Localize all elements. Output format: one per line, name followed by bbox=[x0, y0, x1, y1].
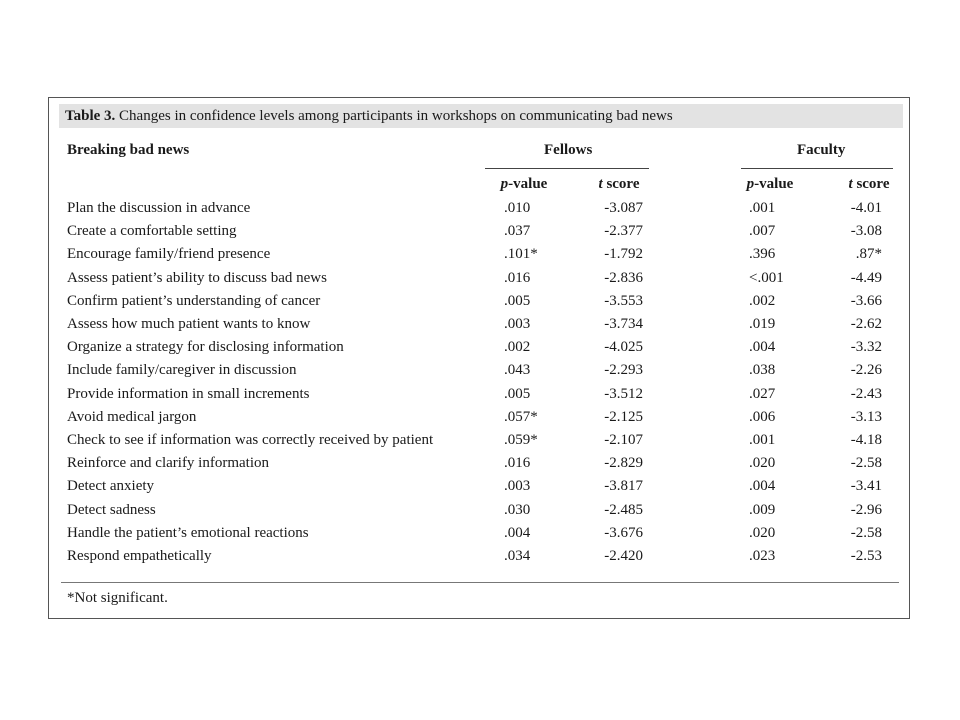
fellows-t-score: -2.829 bbox=[604, 455, 643, 472]
row-label: Plan the discussion in advance bbox=[67, 200, 251, 216]
fellows-t-score: -2.125 bbox=[604, 408, 643, 425]
faculty-p-value: .020 bbox=[749, 524, 776, 541]
fellows-t-score: -3.734 bbox=[604, 316, 643, 332]
group-header-faculty: Faculty bbox=[797, 142, 846, 158]
table-row bbox=[49, 316, 909, 339]
table-row bbox=[49, 548, 909, 571]
table-row bbox=[49, 270, 909, 293]
row-label: Provide information in small increments bbox=[67, 385, 310, 402]
faculty-t-score: -2.43 bbox=[850, 385, 882, 402]
fellows-t-score: -2.293 bbox=[604, 362, 643, 379]
faculty-t-score: -2.96 bbox=[850, 501, 882, 518]
faculty-p-value: .019 bbox=[749, 316, 776, 332]
fellows-t-score: -1.792 bbox=[604, 246, 643, 263]
fellows-t-score: -2.420 bbox=[604, 548, 643, 564]
table-caption bbox=[59, 104, 903, 128]
caption-text: Changes in confidence levels among participants in workshops on communicating bad news bbox=[115, 108, 673, 124]
fellows-t-score: -2.485 bbox=[604, 501, 643, 518]
fellows-t-score: -4.025 bbox=[604, 339, 643, 356]
row-label: Create a comfortable setting bbox=[67, 223, 237, 240]
table-row bbox=[49, 478, 909, 501]
fellows-p-value: .003 bbox=[504, 478, 531, 495]
faculty-t-score: -3.41 bbox=[850, 478, 882, 495]
faculty-t-score: .87* bbox=[855, 246, 882, 263]
table-row bbox=[49, 362, 909, 385]
row-label: Respond empathetically bbox=[67, 548, 212, 564]
caption-label: Table 3. bbox=[65, 108, 116, 124]
bottom-rule bbox=[61, 582, 899, 583]
row-label: Handle the patient’s emotional reactions bbox=[67, 524, 309, 541]
faculty-rule bbox=[741, 168, 893, 169]
faculty-p-value: .001 bbox=[749, 432, 776, 448]
fellows-rule bbox=[485, 168, 649, 169]
table-row bbox=[49, 246, 909, 269]
fellows-p-header: p-value bbox=[500, 176, 548, 192]
table-row bbox=[49, 409, 909, 432]
fellows-p-value: .030 bbox=[504, 501, 531, 518]
table-row bbox=[49, 386, 909, 409]
faculty-p-value: .396 bbox=[749, 246, 776, 263]
row-label: Avoid medical jargon bbox=[67, 408, 197, 425]
row-label: Encourage family/friend presence bbox=[67, 246, 271, 263]
fellows-p-value: .059* bbox=[504, 432, 538, 448]
faculty-t-score: -2.53 bbox=[850, 548, 882, 564]
faculty-t-score: -2.58 bbox=[850, 524, 882, 541]
fellows-t-score: -3.817 bbox=[604, 478, 643, 495]
faculty-t-score: -4.01 bbox=[850, 200, 882, 216]
table-row bbox=[49, 339, 909, 362]
faculty-p-value: .027 bbox=[749, 385, 776, 402]
faculty-t-header: t score bbox=[848, 176, 890, 192]
table-row bbox=[49, 455, 909, 478]
group-header-fellows: Fellows bbox=[544, 142, 593, 158]
fellows-t-score: -3.087 bbox=[604, 200, 643, 216]
fellows-t-score: -3.676 bbox=[604, 524, 643, 541]
fellows-p-value: .003 bbox=[504, 316, 531, 332]
fellows-p-value: .043 bbox=[504, 362, 531, 379]
fellows-p-value: .005 bbox=[504, 292, 531, 309]
row-label: Organize a strategy for disclosing information bbox=[67, 339, 344, 356]
table-row bbox=[49, 223, 909, 246]
fellows-p-value: .005 bbox=[504, 385, 531, 402]
row-label: Detect anxiety bbox=[67, 478, 155, 495]
faculty-t-score: -2.62 bbox=[850, 316, 882, 332]
row-header: Breaking bad news bbox=[67, 142, 190, 158]
faculty-p-value: <.001 bbox=[749, 269, 784, 286]
fellows-p-value: .037 bbox=[504, 223, 531, 240]
row-label: Include family/caregiver in discussion bbox=[67, 362, 297, 379]
fellows-p-value: .016 bbox=[504, 269, 531, 286]
faculty-t-score: -4.18 bbox=[850, 432, 882, 448]
table-row bbox=[49, 293, 909, 316]
faculty-t-score: -3.66 bbox=[850, 292, 882, 309]
fellows-p-value: .002 bbox=[504, 339, 531, 356]
table-row bbox=[49, 200, 909, 223]
row-label: Confirm patient’s understanding of cancer bbox=[67, 292, 321, 309]
fellows-t-score: -2.377 bbox=[604, 223, 643, 240]
faculty-p-value: .004 bbox=[749, 478, 776, 495]
fellows-p-value: .004 bbox=[504, 524, 531, 541]
fellows-t-header: t score bbox=[598, 176, 640, 192]
footnote: *Not significant. bbox=[67, 590, 168, 606]
faculty-p-value: .004 bbox=[749, 339, 776, 356]
row-label: Detect sadness bbox=[67, 501, 156, 518]
table-row bbox=[49, 502, 909, 525]
faculty-p-value: .038 bbox=[749, 362, 776, 379]
fellows-t-score: -3.512 bbox=[604, 385, 643, 402]
fellows-p-value: .034 bbox=[504, 548, 531, 564]
fellows-p-value: .010 bbox=[504, 200, 531, 216]
row-label: Reinforce and clarify information bbox=[67, 455, 270, 472]
faculty-p-value: .023 bbox=[749, 548, 776, 564]
table-frame bbox=[48, 97, 910, 619]
faculty-t-score: -2.26 bbox=[850, 362, 882, 379]
faculty-p-value: .002 bbox=[749, 292, 776, 309]
row-label: Assess how much patient wants to know bbox=[67, 316, 311, 332]
row-label: Assess patient’s ability to discuss bad news bbox=[67, 269, 327, 286]
faculty-p-header: p-value bbox=[746, 176, 794, 192]
faculty-t-score: -3.08 bbox=[850, 223, 882, 240]
table-row bbox=[49, 432, 909, 455]
fellows-t-score: -2.107 bbox=[604, 432, 643, 448]
faculty-t-score: -2.58 bbox=[850, 455, 882, 472]
faculty-p-value: .020 bbox=[749, 455, 776, 472]
table-row bbox=[49, 525, 909, 548]
fellows-p-value: .101* bbox=[504, 246, 538, 263]
faculty-p-value: .001 bbox=[749, 200, 776, 216]
faculty-t-score: -4.49 bbox=[850, 269, 882, 286]
faculty-p-value: .007 bbox=[749, 223, 776, 240]
faculty-t-score: -3.32 bbox=[850, 339, 882, 356]
fellows-t-score: -3.553 bbox=[604, 292, 643, 309]
fellows-p-value: .016 bbox=[504, 455, 531, 472]
faculty-p-value: .006 bbox=[749, 408, 776, 425]
faculty-p-value: .009 bbox=[749, 501, 776, 518]
fellows-p-value: .057* bbox=[504, 408, 538, 425]
fellows-t-score: -2.836 bbox=[604, 269, 643, 286]
row-label: Check to see if information was correctly received by patient bbox=[67, 432, 434, 448]
faculty-t-score: -3.13 bbox=[850, 408, 882, 425]
